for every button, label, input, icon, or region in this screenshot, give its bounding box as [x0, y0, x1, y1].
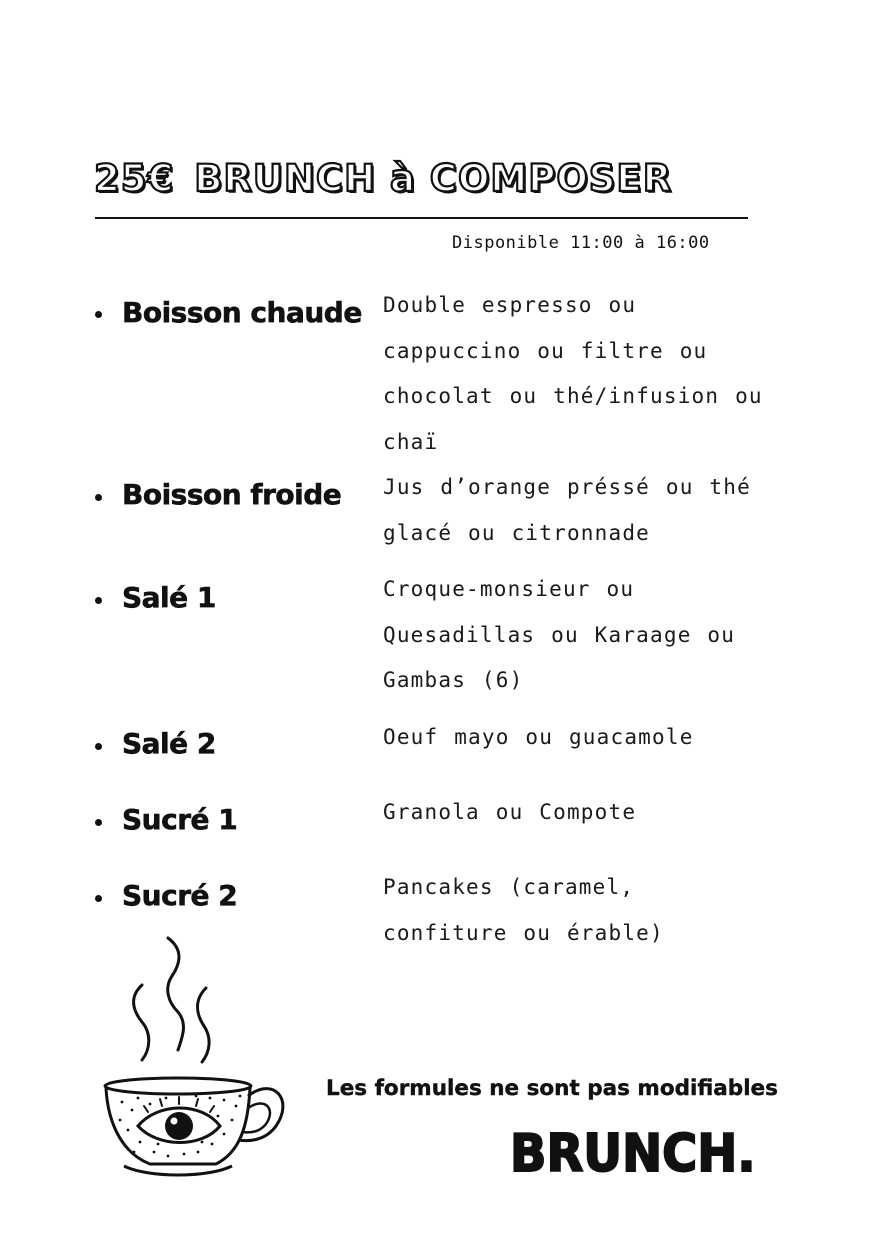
brand-logo: BRUNCH. — [510, 1124, 756, 1184]
menu-item-description: Double espresso ou cappuccino ou filtre ou chocolat ou thé/infusion ou chaï — [383, 293, 763, 454]
bullet-icon — [95, 819, 102, 826]
bullet-icon — [95, 494, 102, 501]
menu-item-label: Salé 2 — [122, 727, 216, 760]
menu-title — [94, 152, 672, 206]
formula-note: Les formules ne sont pas modifiables — [326, 1076, 778, 1101]
menu-item-description: Croque-monsieur ou Quesadillas ou Karaage ou Gambas (6) — [383, 577, 736, 692]
menu-item-description: Granola ou Compote — [383, 800, 637, 824]
menu-item-description: Pancakes (caramel, confiture ou érable) — [383, 875, 664, 945]
menu-item-description: Jus d’orange préssé ou thé glacé ou citronnade — [383, 475, 751, 545]
price: 25€ — [94, 157, 175, 200]
bullet-icon — [95, 743, 102, 750]
menu-item-label: Sucré 2 — [122, 879, 238, 912]
menu-title-text: BRUNCH à COMPOSER — [194, 157, 673, 200]
menu-item-label: Boisson chaude — [122, 296, 362, 329]
menu-item-label: Salé 1 — [122, 581, 216, 614]
menu-item-label: Sucré 1 — [122, 803, 238, 836]
title-divider — [95, 217, 748, 219]
menu-item-description: Oeuf mayo ou guacamole — [383, 725, 694, 749]
bullet-icon — [95, 895, 102, 902]
menu-item-label: Boisson froide — [122, 478, 342, 511]
bullet-icon — [95, 597, 102, 604]
bullet-icon — [95, 311, 102, 318]
coffee-cup-eye-icon — [98, 930, 288, 1180]
availability-hours: Disponible 11:00 à 16:00 — [452, 233, 710, 253]
